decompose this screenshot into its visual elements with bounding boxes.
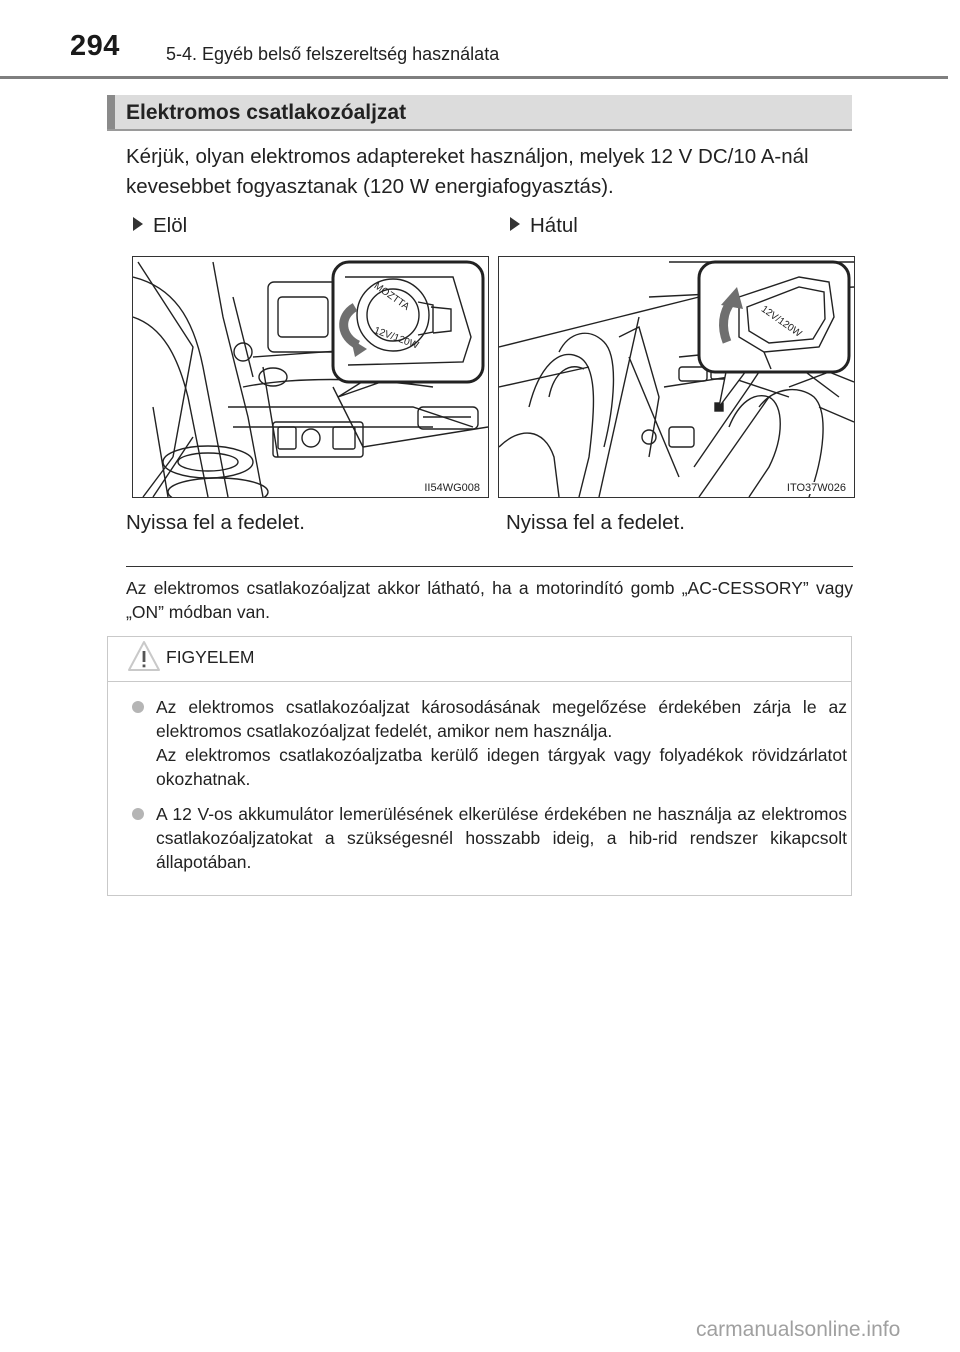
rear-socket-label: 12V/120W [758,303,804,340]
page-number: 294 [70,30,120,62]
watermark: carmanualsonline.info [696,1318,901,1341]
triangle-bullet-icon [510,217,520,231]
warning-item-text: Az elektromos csatlakozóaljzat károsodásának megelőzése érdekében zárja le az elektromos csatlakozóaljzat fedelét, amikor nem használja. [156,697,847,741]
rear-subheading: Hátul [510,214,578,238]
warning-item [132,695,847,791]
front-caption: Nyissa fel a fedelet. [126,511,305,534]
triangle-bullet-icon [133,217,143,231]
warning-item-text: Az elektromos csatlakozóaljzatba kerülő idegen tárgyak vagy folyadékok rövidzárlatot okozhatnak. [156,745,847,789]
section-title: Elektromos csatlakozóaljzat [126,101,407,124]
front-socket-label-bottom: 12V/120W [372,325,421,352]
front-console-drawing [133,257,488,497]
front-figure-code: II54WG008 [424,482,480,494]
section-heading-underline [107,129,852,131]
rear-figure-code: ITO37W026 [786,482,846,494]
note-paragraph: Az elektromos csatlakozóaljzat akkor látható, ha a motorindító gomb „AC-CESSORY” vagy „ON” módban van. [126,578,853,622]
bullet-dot-icon [132,701,144,713]
chapter-title: 5-4. Egyéb belső felszereltség használata [166,44,500,64]
front-socket-label-top: MOZTTA [371,280,412,313]
rear-socket-illustration [498,256,855,498]
rear-console-drawing [499,257,854,497]
warning-header-divider [108,681,851,682]
warning-label: FIGYELEM [166,647,255,667]
bullet-dot-icon [132,808,144,820]
header-rule [0,76,948,79]
warning-item-text: A 12 V-os akkumulátor lemerülésének elkerülése érdekében ne használja az elektromos csatlakozóaljzatokat a szükségesnél hosszabb ideig, a hib-rid rendszer kikapcsolt állapotában. [156,804,847,872]
front-socket-illustration [132,256,489,498]
warning-triangle-icon [127,640,161,672]
rear-caption: Nyissa fel a fedelet. [506,511,685,534]
section-divider [126,566,853,567]
front-subheading: Elöl [133,214,187,238]
warning-item [132,802,847,874]
intro-paragraph: Kérjük, olyan elektromos adaptereket használjon, melyek 12 V DC/10 A-nál kevesebbet fogyasztanak (120 W energiafogyasztás). [126,145,809,198]
